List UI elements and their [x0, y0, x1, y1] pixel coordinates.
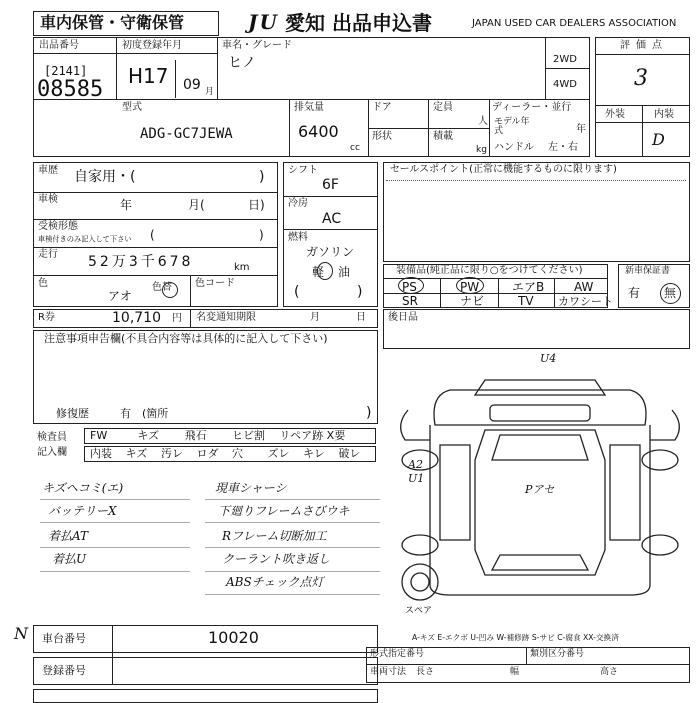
hand-left-3: 着払AT — [48, 529, 89, 543]
first-reg-month: 09 — [183, 77, 201, 93]
equip-sr: SR — [402, 294, 418, 308]
doors-label: ドア — [372, 102, 392, 113]
displacement-label: 排気量 — [294, 102, 324, 113]
history-label: 車歴 — [38, 165, 58, 176]
hand-right-1: 現車シャーシ — [215, 481, 287, 495]
equip-leather: カワシート — [558, 295, 613, 308]
car-name-value: ヒノ — [228, 55, 256, 71]
inspection-day-unit: 日) — [248, 198, 265, 212]
model-label: 型式 — [122, 102, 142, 113]
fuel-gasoline: ガソリン — [306, 245, 355, 259]
association-name: JAPAN USED CAR DEALERS ASSOCIATION — [472, 18, 677, 29]
warranty-no-circle — [660, 283, 681, 304]
handle-label: ハンドル — [494, 142, 534, 153]
vehicle-damage-diagram — [390, 350, 690, 620]
color-change-label: 色替 — [152, 282, 172, 293]
hand-left-1: キズヘコミ(エ) — [42, 481, 124, 495]
registration-label: 登録番号 — [42, 664, 86, 677]
model-year-unit: 年 — [576, 124, 586, 135]
equip-ps: PS — [402, 280, 417, 294]
equip-airbag: エアB — [512, 280, 545, 294]
fuel-diesel: 油 — [338, 265, 351, 279]
repair-close: ) — [366, 405, 372, 421]
notes-label: 注意事項申告欄(不具合内容等は具体的に記入して下さい) — [44, 332, 328, 345]
damage-legend: A-キズ E-エクボ U-凹み W-補修跡 S-サビ C-腐食 XX-交換済 — [412, 633, 619, 643]
history-value: 自家用・( — [74, 169, 136, 185]
fuel-label: 燃料 — [288, 232, 308, 243]
capacity-unit: 人 — [478, 116, 488, 127]
category-label: 類別区分番号 — [530, 649, 585, 659]
exterior-value: D — [652, 130, 665, 149]
diagram-center: Pアセ — [525, 483, 555, 496]
bracket-number: [2141] — [44, 64, 88, 78]
mileage-value: 52万3千678 — [88, 254, 194, 270]
inspection-label: 車検 — [38, 194, 58, 205]
inspector-label-2: 記入欄 — [37, 447, 67, 458]
ju-logo: JU — [248, 10, 279, 34]
shift-value: 6F — [322, 177, 339, 193]
lot-number-label: 出品番号 — [39, 40, 79, 51]
bottom-strip — [33, 689, 378, 703]
sales-point-block — [383, 162, 690, 262]
mileage-label: 走行 — [38, 249, 58, 260]
model-value: ADG-GC7JEWA — [140, 126, 233, 142]
length-label: 長さ — [416, 667, 435, 677]
score-value: 3 — [634, 66, 648, 91]
receipt-bracket: ( — [150, 228, 155, 242]
equip-aw: AW — [574, 280, 594, 294]
diagram-u1: U1 — [408, 472, 425, 485]
warranty-label: 新車保証書 — [625, 266, 671, 276]
mileage-unit: km — [234, 262, 250, 273]
shape-label: 形状 — [372, 131, 392, 142]
margin-mark: N — [14, 624, 28, 643]
name-change-label: 名変通知期限 — [196, 312, 256, 323]
first-reg-month-unit: 月 — [205, 87, 215, 97]
row1-item: FW — [90, 429, 108, 442]
displacement-unit: cc — [350, 143, 360, 153]
hand-left-2: バッテリーX — [48, 504, 117, 518]
row2-item: ロダ — [196, 447, 219, 460]
capacity-label: 定員 — [433, 102, 453, 113]
interior-label: 内装 — [654, 109, 674, 120]
load-label: 積載 — [433, 131, 453, 142]
color-change-circle — [162, 282, 178, 298]
receipt-note: 車検付きのみ記入して下さい — [38, 236, 132, 245]
color-value: アオ — [108, 289, 132, 303]
hand-left-4: 着払U — [52, 552, 87, 566]
form-title: 愛知 出品申込書 — [285, 11, 432, 35]
row1-item: リペア跡 — [279, 429, 324, 442]
fuel-light: 軽 — [312, 265, 325, 279]
diagram-spare: スペア — [405, 606, 433, 616]
storage-label: 車内保管・守衛保管 — [40, 13, 185, 32]
first-reg-label: 初度登録年月 — [122, 40, 182, 51]
ac-value: AC — [322, 211, 342, 227]
row2-item: キズ — [125, 447, 148, 460]
equip-pw-circle — [456, 277, 484, 294]
model-year-label: モデル年式 — [494, 117, 530, 136]
ac-label: 冷房 — [288, 198, 308, 209]
color-label: 色 — [38, 278, 48, 289]
height-label: 高さ — [600, 667, 619, 677]
equipment-label: 装備品(純正品に限り○をつけてください) — [396, 265, 583, 276]
chassis-label: 車台番号 — [42, 632, 86, 645]
name-change-month: 月 — [310, 312, 320, 323]
fuel-bracket-open: ( — [294, 284, 300, 300]
repair-place: (箇所 — [142, 407, 169, 420]
history-close: ) — [259, 169, 265, 185]
warranty-no: 無 — [664, 286, 677, 300]
fuel-selected-circle — [317, 262, 333, 280]
width-label: 幅 — [510, 667, 520, 677]
recycle-unit: 円 — [172, 313, 182, 324]
dealer-label: ディーラー・並行 — [492, 102, 572, 113]
form-label: 形式指定番号 — [370, 649, 425, 659]
recycle-value: 10,710 — [112, 310, 161, 326]
car-name-label: 車名・グレード — [222, 40, 292, 51]
sales-point-label: セールスポイント(正常に機能するものに限ります) — [390, 164, 617, 175]
fuel-bracket-close: ) — [357, 284, 363, 300]
name-change-day: 日 — [356, 312, 366, 323]
row1-item: ヒビ割 — [232, 429, 265, 442]
handle-value: 左・右 — [548, 142, 578, 153]
receipt-label: 受検形態 — [38, 221, 78, 232]
hand-right-5: ABSチェック点灯 — [226, 575, 324, 589]
inspector-label-1: 検査員 — [37, 432, 67, 443]
drive-2wd: 2WD — [553, 54, 577, 65]
inspection-month-unit: 月( — [188, 198, 205, 212]
chassis-value: 10020 — [208, 628, 259, 647]
shift-label: シフト — [288, 165, 318, 176]
row2-item: 汚レ — [161, 447, 183, 460]
drive-4wd: 4WD — [553, 79, 577, 90]
displacement-value: 6400 — [298, 122, 339, 141]
later-block — [383, 309, 690, 349]
equip-ps-circle — [398, 277, 424, 294]
exterior-label: 外装 — [605, 109, 625, 120]
equip-pw: PW — [460, 280, 480, 294]
score-label: 評価点 — [620, 40, 668, 51]
hand-right-4: クーラント吹き返し — [222, 552, 331, 566]
hand-right-2: 下廻りフレームさびウキ — [218, 504, 350, 518]
color-code-label: 色コード — [195, 278, 235, 289]
later-label: 後日品 — [388, 312, 418, 323]
diagram-u4: U4 — [540, 352, 557, 365]
row1-item: キズ — [137, 429, 160, 442]
row1-item: 飛石 — [184, 429, 207, 442]
size-label: 車両寸法 — [370, 667, 407, 677]
repair-label: 修復歴 — [56, 407, 89, 420]
row2-item: 穴 — [232, 447, 243, 460]
repair-yes: 有 — [120, 407, 131, 420]
row2-item: ズレ — [267, 447, 290, 460]
load-unit: kg — [476, 145, 487, 155]
equip-tv: TV — [518, 294, 534, 308]
row2-item: キレ — [303, 447, 325, 460]
first-reg-year: H17 — [128, 64, 169, 88]
warranty-yes: 有 — [628, 286, 641, 300]
diagram-a2: A2 — [408, 458, 423, 471]
recycle-label: R券 — [38, 312, 55, 323]
lot-number: 08585 — [37, 77, 104, 102]
row2-item: 内装 — [90, 447, 112, 460]
row1-item: X要 — [326, 429, 346, 442]
receipt-bracket-close: ) — [259, 228, 264, 242]
equip-navi: ナビ — [460, 294, 485, 308]
hand-right-3: Rフレーム切断加工 — [222, 529, 327, 543]
row2-item: 破レ — [338, 447, 361, 460]
inspection-year-unit: 年 — [120, 198, 133, 212]
